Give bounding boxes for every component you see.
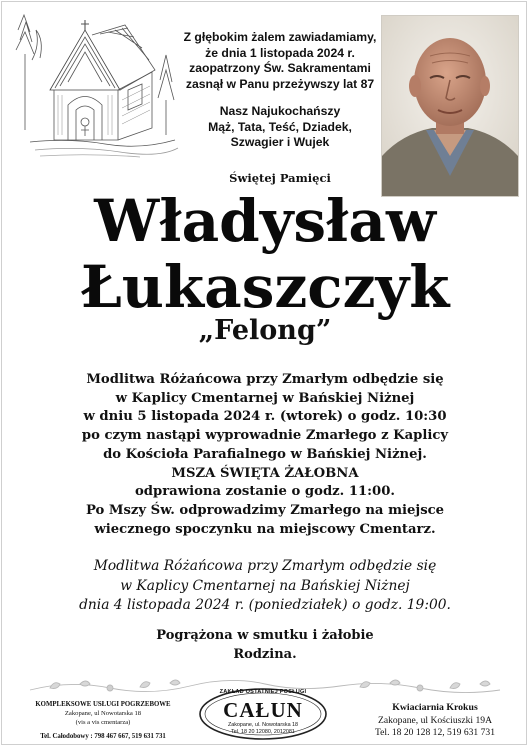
ceremony-line: MSZA ŚWIĘTA ŻAŁOBNA [171,465,359,481]
ceremony-line: w dniu 5 listopada 2024 r. (wtorek) o godz. 10:30 [83,409,447,425]
intro-line: Szwagier i Wujek [230,135,330,149]
portrait-photo [381,15,519,197]
florist-address: Zakopane, ul Kościuszki 19A [377,714,493,726]
rosary-details [14,557,516,616]
ceremony-line: do Kościoła Parafialnego w Bańskiej Niżnej. [103,446,427,462]
intro-line: Nasz Najukochańszy [219,104,341,118]
rosary-line: w Kaplicy Cmentarnej na Bańskiej Niżnej [120,577,410,594]
logo-phone: Tel. 18 20 12080, 2012081 [231,729,295,735]
ceremony-details [14,371,516,539]
ceremony-line: Modlitwa Różańcowa przy Zmarłym odbędzie się [86,372,444,387]
florist-phone: Tel. 18 20 128 12, 519 631 731 [374,727,496,738]
funeral-services-contact [8,700,198,741]
funeral-services-address: Zakopane, ul Nowotarska 18 [64,710,142,717]
florist-title: Kwiaciarnia Krokus [392,702,478,713]
funeral-services-note: (vis a vis cmentarza) [75,719,131,726]
intro-line: Z głębokim żalem zawiadamiamy, [183,30,377,44]
ceremony-line: w Kaplicy Cmentarnej w Bańskiej Niżnej [115,390,415,406]
rosary-line: Modlitwa Różańcowa przy Zmarłym odbędzie się [93,558,437,574]
deceased-first-name: Władysław [94,187,436,255]
closing-line: Pogrążona w smutku i żałobie [156,628,374,643]
in-memory-label: Świętej Pamięci [229,171,331,185]
ceremony-line: Po Mszy Św. odprowadzimy Zmarłego na miejsce [85,502,445,518]
logo-name: CAŁUN [223,698,303,722]
deceased-nickname: „Felong” [198,315,332,346]
florist-contact [345,702,525,740]
announcement-intro [160,30,400,151]
calun-logo [197,686,329,742]
funeral-services-phone: Tel. Całodobowy : 798 467 667, 519 631 731 [40,733,166,740]
ceremony-line: po czym nastąpi wyprowadnie Zmarłego z Kaplicy [81,428,449,444]
deceased-last-name: Łukaszczyk [80,253,450,321]
logo-subtitle: ZAKŁAD OSTATNIEJ POSŁUGI [219,689,307,695]
ceremony-line: wiecznego spoczynku na miejscowy Cmentarz. [94,521,436,537]
rosary-line: dnia 4 listopada 2024 r. (poniedziałek) o godz. 19:00. [79,597,451,614]
closing-line: Rodzina. [233,646,297,662]
logo-address: Zakopane, ul. Nowotarska 18 [227,722,299,728]
family-closing [100,627,430,664]
intro-line: Mąż, Tata, Teść, Dziadek, [208,119,352,134]
intro-line: zaopatrzony Św. Sakramentami [189,61,371,75]
ceremony-line: odprawiona zostanie o godz. 11:00. [135,484,395,500]
intro-line: zasnął w Panu przeżywszy lat 87 [185,76,375,91]
chapel-sketch-illustration [10,10,180,160]
intro-line: że dnia 1 listopada 2024 r. [205,45,355,60]
funeral-services-title: KOMPLEKSOWE USŁUGI POGRZEBOWE [35,701,171,708]
